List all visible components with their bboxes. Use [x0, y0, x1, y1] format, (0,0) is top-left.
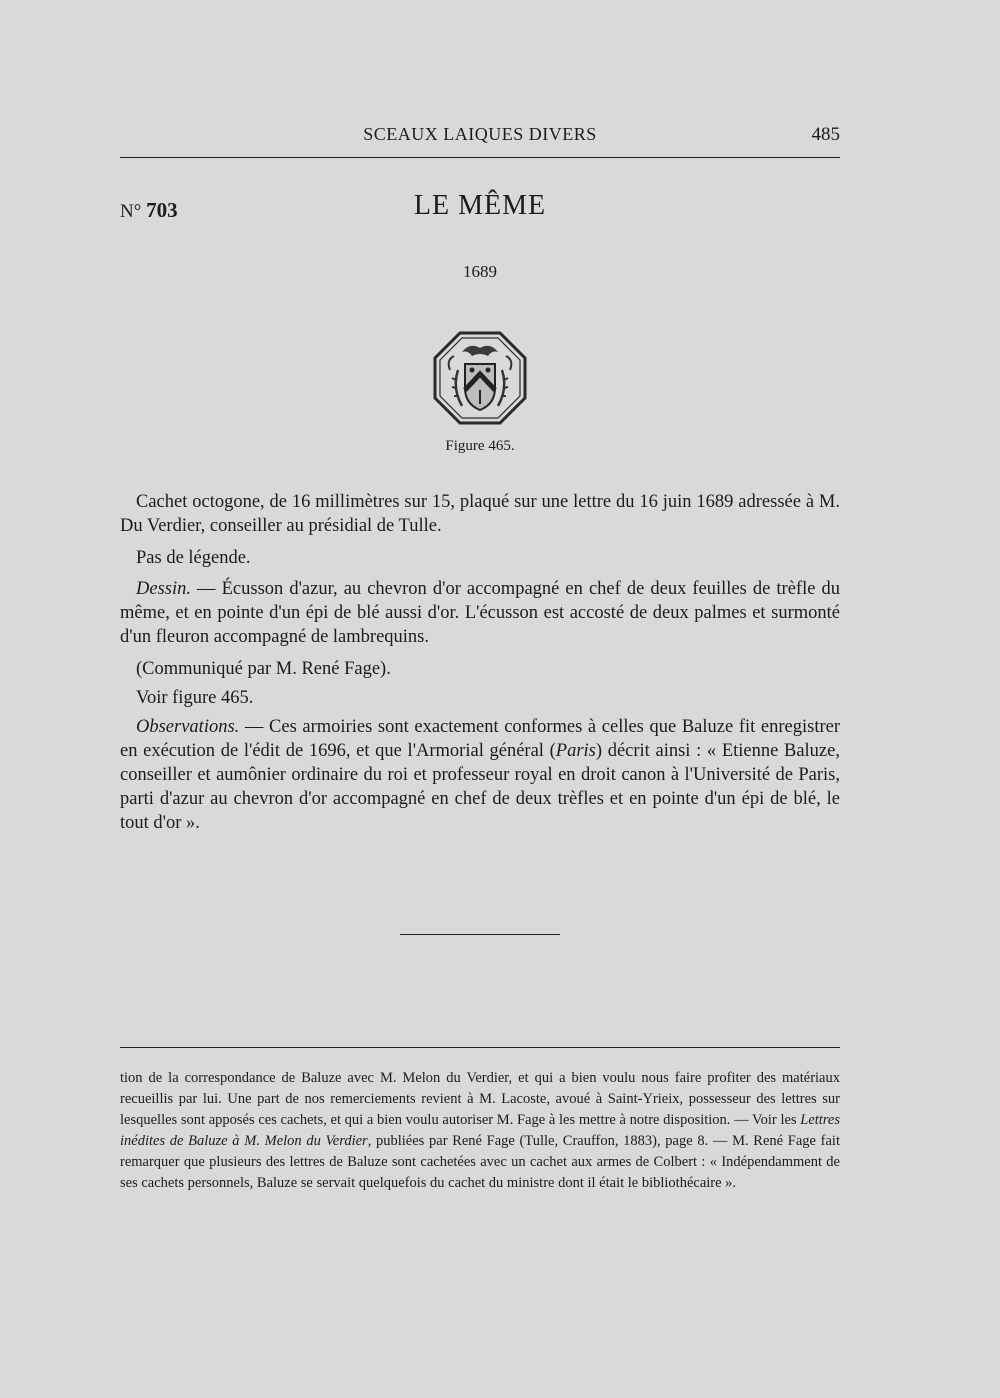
section-divider [400, 934, 560, 935]
seal-icon [432, 330, 528, 426]
entry-date: 1689 [463, 262, 497, 281]
footnote-italic: Lettres inédites de Baluze à M. Melon du Verdier [120, 1112, 840, 1149]
footnote-text-b: , publiées par René Fage (Tulle, Crauffon, 1883), page 8. — M. René Fage fait remarquer que plusieurs des lettres de Baluze sont cachetées avec un cachet aux armes de Colbert : « Indépendamment de ses cachets personnels, Baluze se servait quelquefois du cachet du ministre dont il était le bibliothécaire ». [120, 1133, 840, 1191]
observations-italic: Paris [555, 741, 596, 761]
footnote-rule [120, 1047, 840, 1048]
paragraph-communicated: (Communiqué par M. René Fage). [136, 659, 391, 679]
entry-number-value: 703 [146, 198, 178, 222]
page-number: 485 [811, 124, 840, 145]
paragraph-see-figure: Voir figure 465. [136, 688, 254, 708]
footnote [120, 1068, 840, 1194]
observations-text-a: — Ces armoiries sont exactement conformes à celles que Baluze fit enregistrer en exécution de l'édit de 1696, et que l'Armorial général ( [120, 717, 840, 761]
paragraph-design [120, 577, 840, 649]
running-title: SCEAUX LAIQUES DIVERS [363, 124, 597, 144]
entry-number-prefix: N° [120, 201, 142, 222]
footnote-text-a: tion de la correspondance de Baluze avec M. Melon du Verdier, et qui a bien voulu nous faire profiter des matériaux recueillis par lui. Une part de nos remerciements revient à M. Lacoste, avoué à Saint-Yrieix, possesseur des lettres sur lesquelles sont apposés ces cachets, et qui a bien voulu autoriser M. Fage à les mettre à notre disposition. — Voir les [120, 1070, 840, 1128]
paragraph-description: Cachet octogone, de 16 millimètres sur 15, plaqué sur une lettre du 16 juin 1689 adressée à M. Du Verdier, conseiller au présidial de Tulle. [120, 492, 840, 536]
figure-caption: Figure 465. [445, 438, 515, 454]
design-label: Dessin. [136, 579, 191, 599]
entry-title: LE MÊME [413, 190, 547, 221]
paragraph-observations [120, 715, 840, 835]
header-rule [120, 157, 840, 158]
running-head [120, 124, 840, 150]
observations-text-b: ) décrit ainsi : « Etienne Baluze, conseiller et aumônier ordinaire du roi et professeur royal en droit canon à l'Université de Paris, parti d'azur au chevron d'or accompagné en chef de deux trèfles et en pointe d'un épi de blé, le tout d'or ». [120, 741, 840, 833]
design-text: — Écusson d'azur, au chevron d'or accompagné en chef de deux feuilles de trèfle du même, et en pointe d'un épi de blé aussi d'or. L'écusson est accosté de deux palmes et surmonté d'un fleuron accompagné de lambrequins. [120, 579, 840, 647]
observations-label: Observations. [136, 717, 240, 737]
paragraph-legend: Pas de légende. [136, 548, 251, 568]
